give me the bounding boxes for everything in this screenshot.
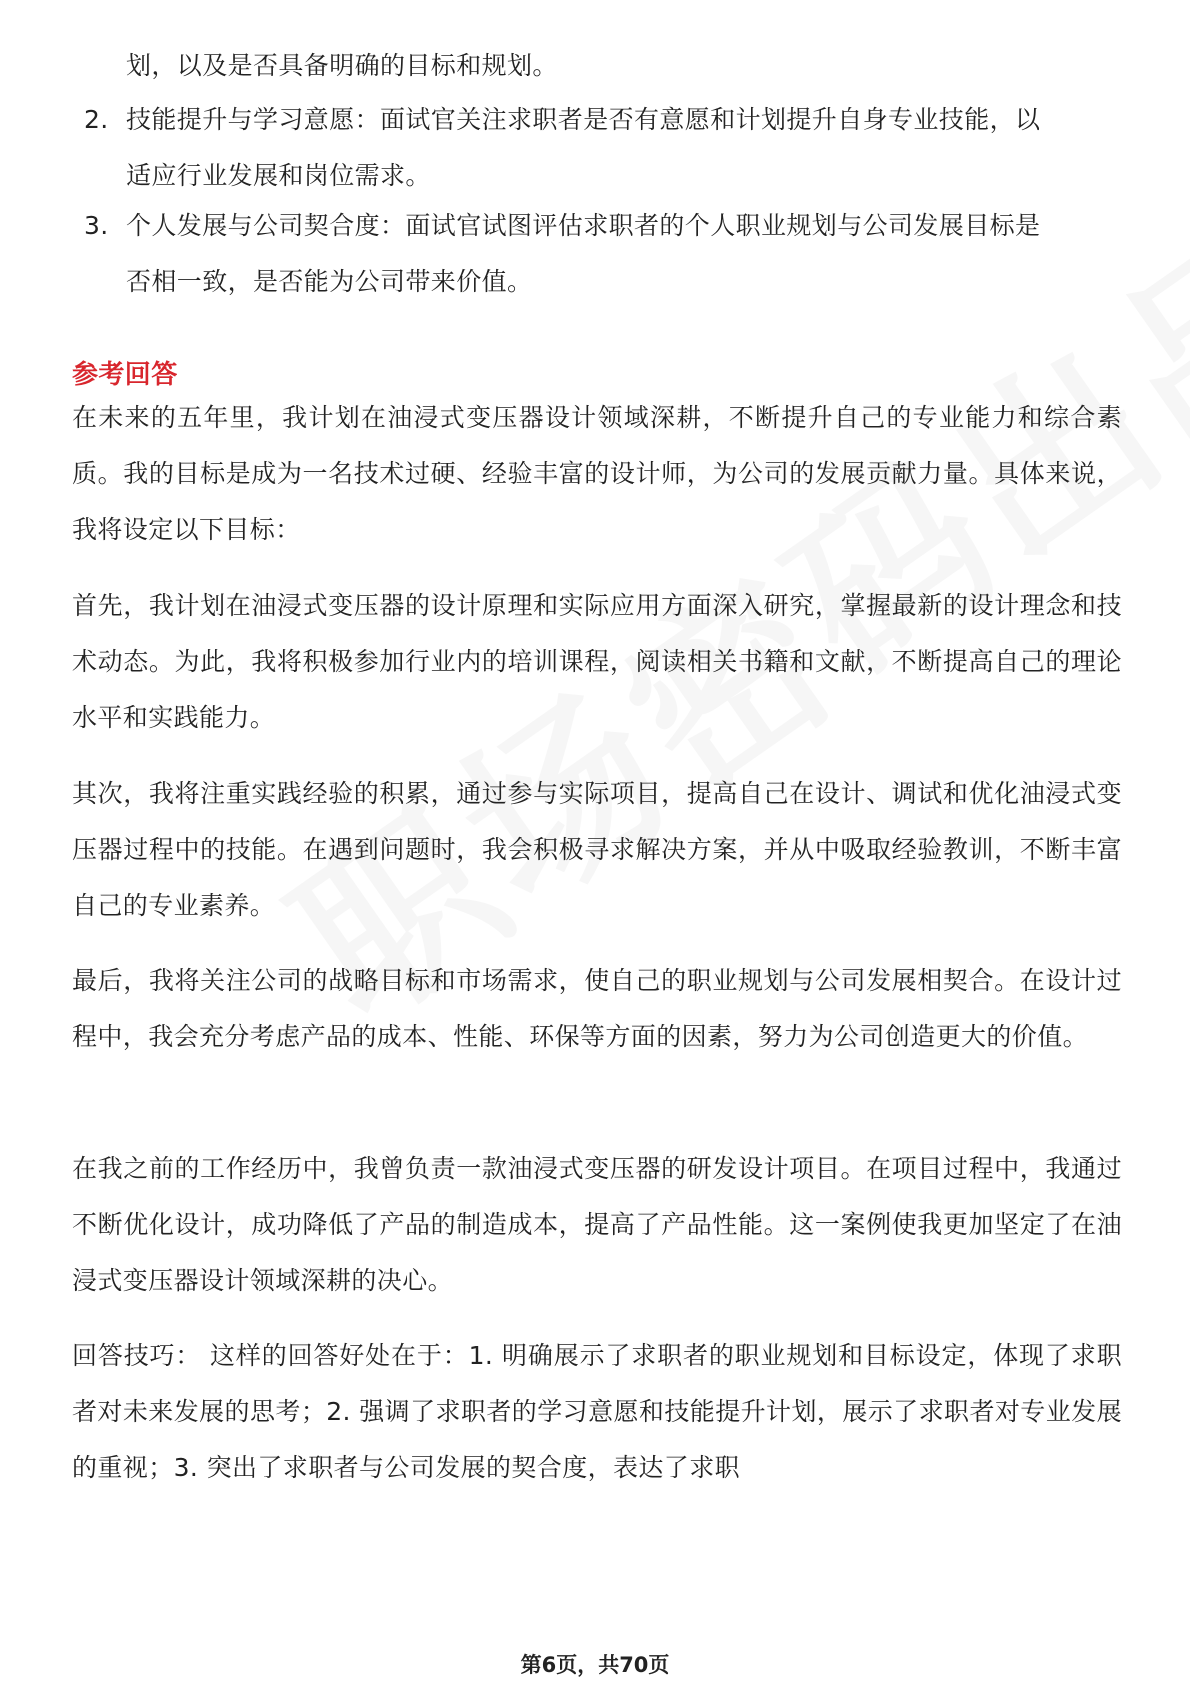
section-heading: 参考回答 xyxy=(72,360,178,390)
list-number: 3. xyxy=(84,211,109,240)
paragraph: 在未来的五年里，我计划在油浸式变压器设计领域深耕，不断提升自己的专业能力和综合素质。我的目标是成为一名技术过硬、经验丰富的设计师，为公司的发展贡献力量。具体来说，我将设定以下目标： xyxy=(72,403,1122,544)
page-footer: 第6页，共70页 xyxy=(520,1653,670,1677)
paragraph: 最后，我将关注公司的战略目标和市场需求，使自己的职业规划与公司发展相契合。在设计过程中，我会充分考虑产品的成本、性能、环保等方面的因素，努力为公司创造更大的价值。 xyxy=(72,966,1122,1051)
list-item-2 xyxy=(84,92,1084,204)
list-item-text: 个人发展与公司契合度：面试官试图评估求职者的个人职业规划与公司发展目标是否相一致，是否能为公司带来价值。 xyxy=(126,211,1041,296)
list-item-3 xyxy=(84,198,1084,310)
paragraph: 回答技巧： 这样的回答好处在于：1. 明确展示了求职者的职业规划和目标设定，体现了求职者对未来发展的思考；2. 强调了求职者的学习意愿和技能提升计划，展示了求职者对专业发展的重视；3. 突出了求职者与公司发展的契合度，表达了求职 xyxy=(72,1341,1122,1482)
list-item-text: 划，以及是否具备明确的目标和规划。 xyxy=(126,51,558,80)
paragraph: 其次，我将注重实践经验的积累，通过参与实际项目，提高自己在设计、调试和优化油浸式变压器过程中的技能。在遇到问题时，我会积极寻求解决方案，并从中吸取经验教训，不断丰富自己的专业素养。 xyxy=(72,779,1122,920)
paragraph: 首先，我计划在油浸式变压器的设计原理和实际应用方面深入研究，掌握最新的设计理念和技术动态。为此，我将积极参加行业内的培训课程，阅读相关书籍和文献，不断提高自己的理论水平和实践能力。 xyxy=(72,591,1122,732)
list-item-1-continuation xyxy=(84,38,1084,94)
list-number: 2. xyxy=(84,105,109,134)
paragraph: 在我之前的工作经历中，我曾负责一款油浸式变压器的研发设计项目。在项目过程中，我通过不断优化设计，成功降低了产品的制造成本，提高了产品性能。这一案例使我更加坚定了在油浸式变压器设计领域深耕的决心。 xyxy=(72,1154,1122,1295)
list-item-text: 技能提升与学习意愿：面试官关注求职者是否有意愿和计划提升自身专业技能，以适应行业发展和岗位需求。 xyxy=(126,105,1041,190)
